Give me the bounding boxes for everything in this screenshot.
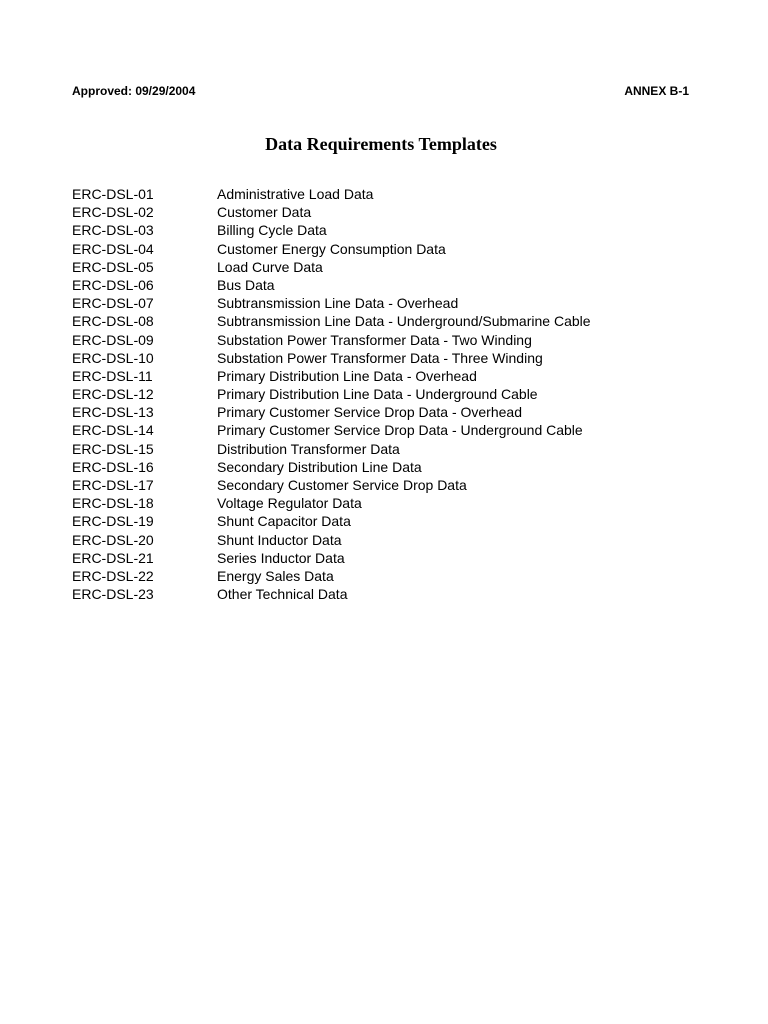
template-name: Primary Customer Service Drop Data - Underground Cable (217, 422, 583, 439)
template-code: ERC-DSL-07 (72, 295, 154, 312)
template-row (72, 312, 692, 330)
template-row (72, 240, 692, 258)
template-row (72, 221, 692, 239)
template-name: Subtransmission Line Data - Underground/Submarine Cable (217, 313, 591, 330)
template-name: Primary Distribution Line Data - Underground Cable (217, 386, 538, 403)
template-name: Other Technical Data (217, 586, 348, 603)
template-name: Secondary Customer Service Drop Data (217, 477, 467, 493)
template-code: ERC-DSL-06 (72, 276, 154, 293)
template-code: ERC-DSL-21 (72, 549, 154, 566)
template-name: Customer Energy Consumption Data (217, 240, 446, 257)
template-name: Bus Data (217, 276, 275, 293)
template-code: ERC-DSL-01 (72, 186, 154, 202)
template-name: Energy Sales Data (217, 567, 334, 584)
template-code: ERC-DSL-19 (72, 513, 154, 530)
template-row (72, 203, 692, 221)
template-name: Voltage Regulator Data (217, 495, 362, 512)
template-name: Series Inductor Data (217, 549, 345, 566)
document-title: Data Requirements Templates (265, 134, 497, 154)
template-code: ERC-DSL-17 (72, 477, 154, 493)
template-row (72, 331, 692, 349)
template-name: Substation Power Transformer Data - Two Winding (217, 331, 532, 348)
template-row (72, 385, 692, 403)
template-name: Substation Power Transformer Data - Three Winding (217, 349, 543, 366)
template-name: Primary Customer Service Drop Data - Overhead (217, 404, 522, 421)
template-code: ERC-DSL-18 (72, 495, 154, 512)
template-row (72, 512, 692, 530)
template-code: ERC-DSL-12 (72, 386, 154, 403)
template-row (72, 458, 692, 476)
template-code: ERC-DSL-03 (72, 222, 154, 239)
template-row (72, 294, 692, 312)
template-row (72, 476, 692, 494)
template-row (72, 440, 692, 458)
template-row (72, 585, 692, 603)
page-header (72, 84, 689, 102)
template-code: ERC-DSL-23 (72, 586, 154, 603)
template-code: ERC-DSL-14 (72, 422, 154, 439)
template-name: Shunt Capacitor Data (217, 513, 351, 530)
template-code: ERC-DSL-04 (72, 240, 154, 257)
template-row (72, 531, 692, 549)
template-code: ERC-DSL-05 (72, 258, 154, 275)
template-row (72, 349, 692, 367)
template-row (72, 421, 692, 439)
template-code: ERC-DSL-02 (72, 204, 154, 221)
template-name: Customer Data (217, 204, 312, 221)
template-code: ERC-DSL-22 (72, 567, 154, 584)
template-code: ERC-DSL-10 (72, 349, 154, 366)
template-name: Load Curve Data (217, 258, 323, 275)
template-list (72, 185, 692, 603)
template-code: ERC-DSL-08 (72, 313, 154, 330)
template-name: Subtransmission Line Data - Overhead (217, 295, 459, 312)
template-name: Distribution Transformer Data (217, 440, 400, 457)
annex-label: ANNEX B-1 (624, 84, 689, 98)
template-code: ERC-DSL-11 (72, 367, 153, 384)
template-code: ERC-DSL-20 (72, 531, 154, 548)
template-name: Primary Distribution Line Data - Overhead (217, 367, 477, 384)
approval-date: Approved: 09/29/2004 (72, 84, 196, 98)
template-row (72, 367, 692, 385)
template-code: ERC-DSL-15 (72, 440, 154, 457)
template-row (72, 549, 692, 567)
template-name: Secondary Distribution Line Data (217, 458, 422, 475)
template-code: ERC-DSL-16 (72, 458, 154, 475)
template-row (72, 494, 692, 512)
template-code: ERC-DSL-09 (72, 331, 154, 348)
template-name: Shunt Inductor Data (217, 531, 342, 548)
template-row (72, 403, 692, 421)
template-row (72, 276, 692, 294)
template-name: Administrative Load Data (217, 186, 374, 202)
template-row (72, 258, 692, 276)
template-code: ERC-DSL-13 (72, 404, 154, 421)
template-row (72, 567, 692, 585)
template-row (72, 185, 692, 203)
template-name: Billing Cycle Data (217, 222, 327, 239)
